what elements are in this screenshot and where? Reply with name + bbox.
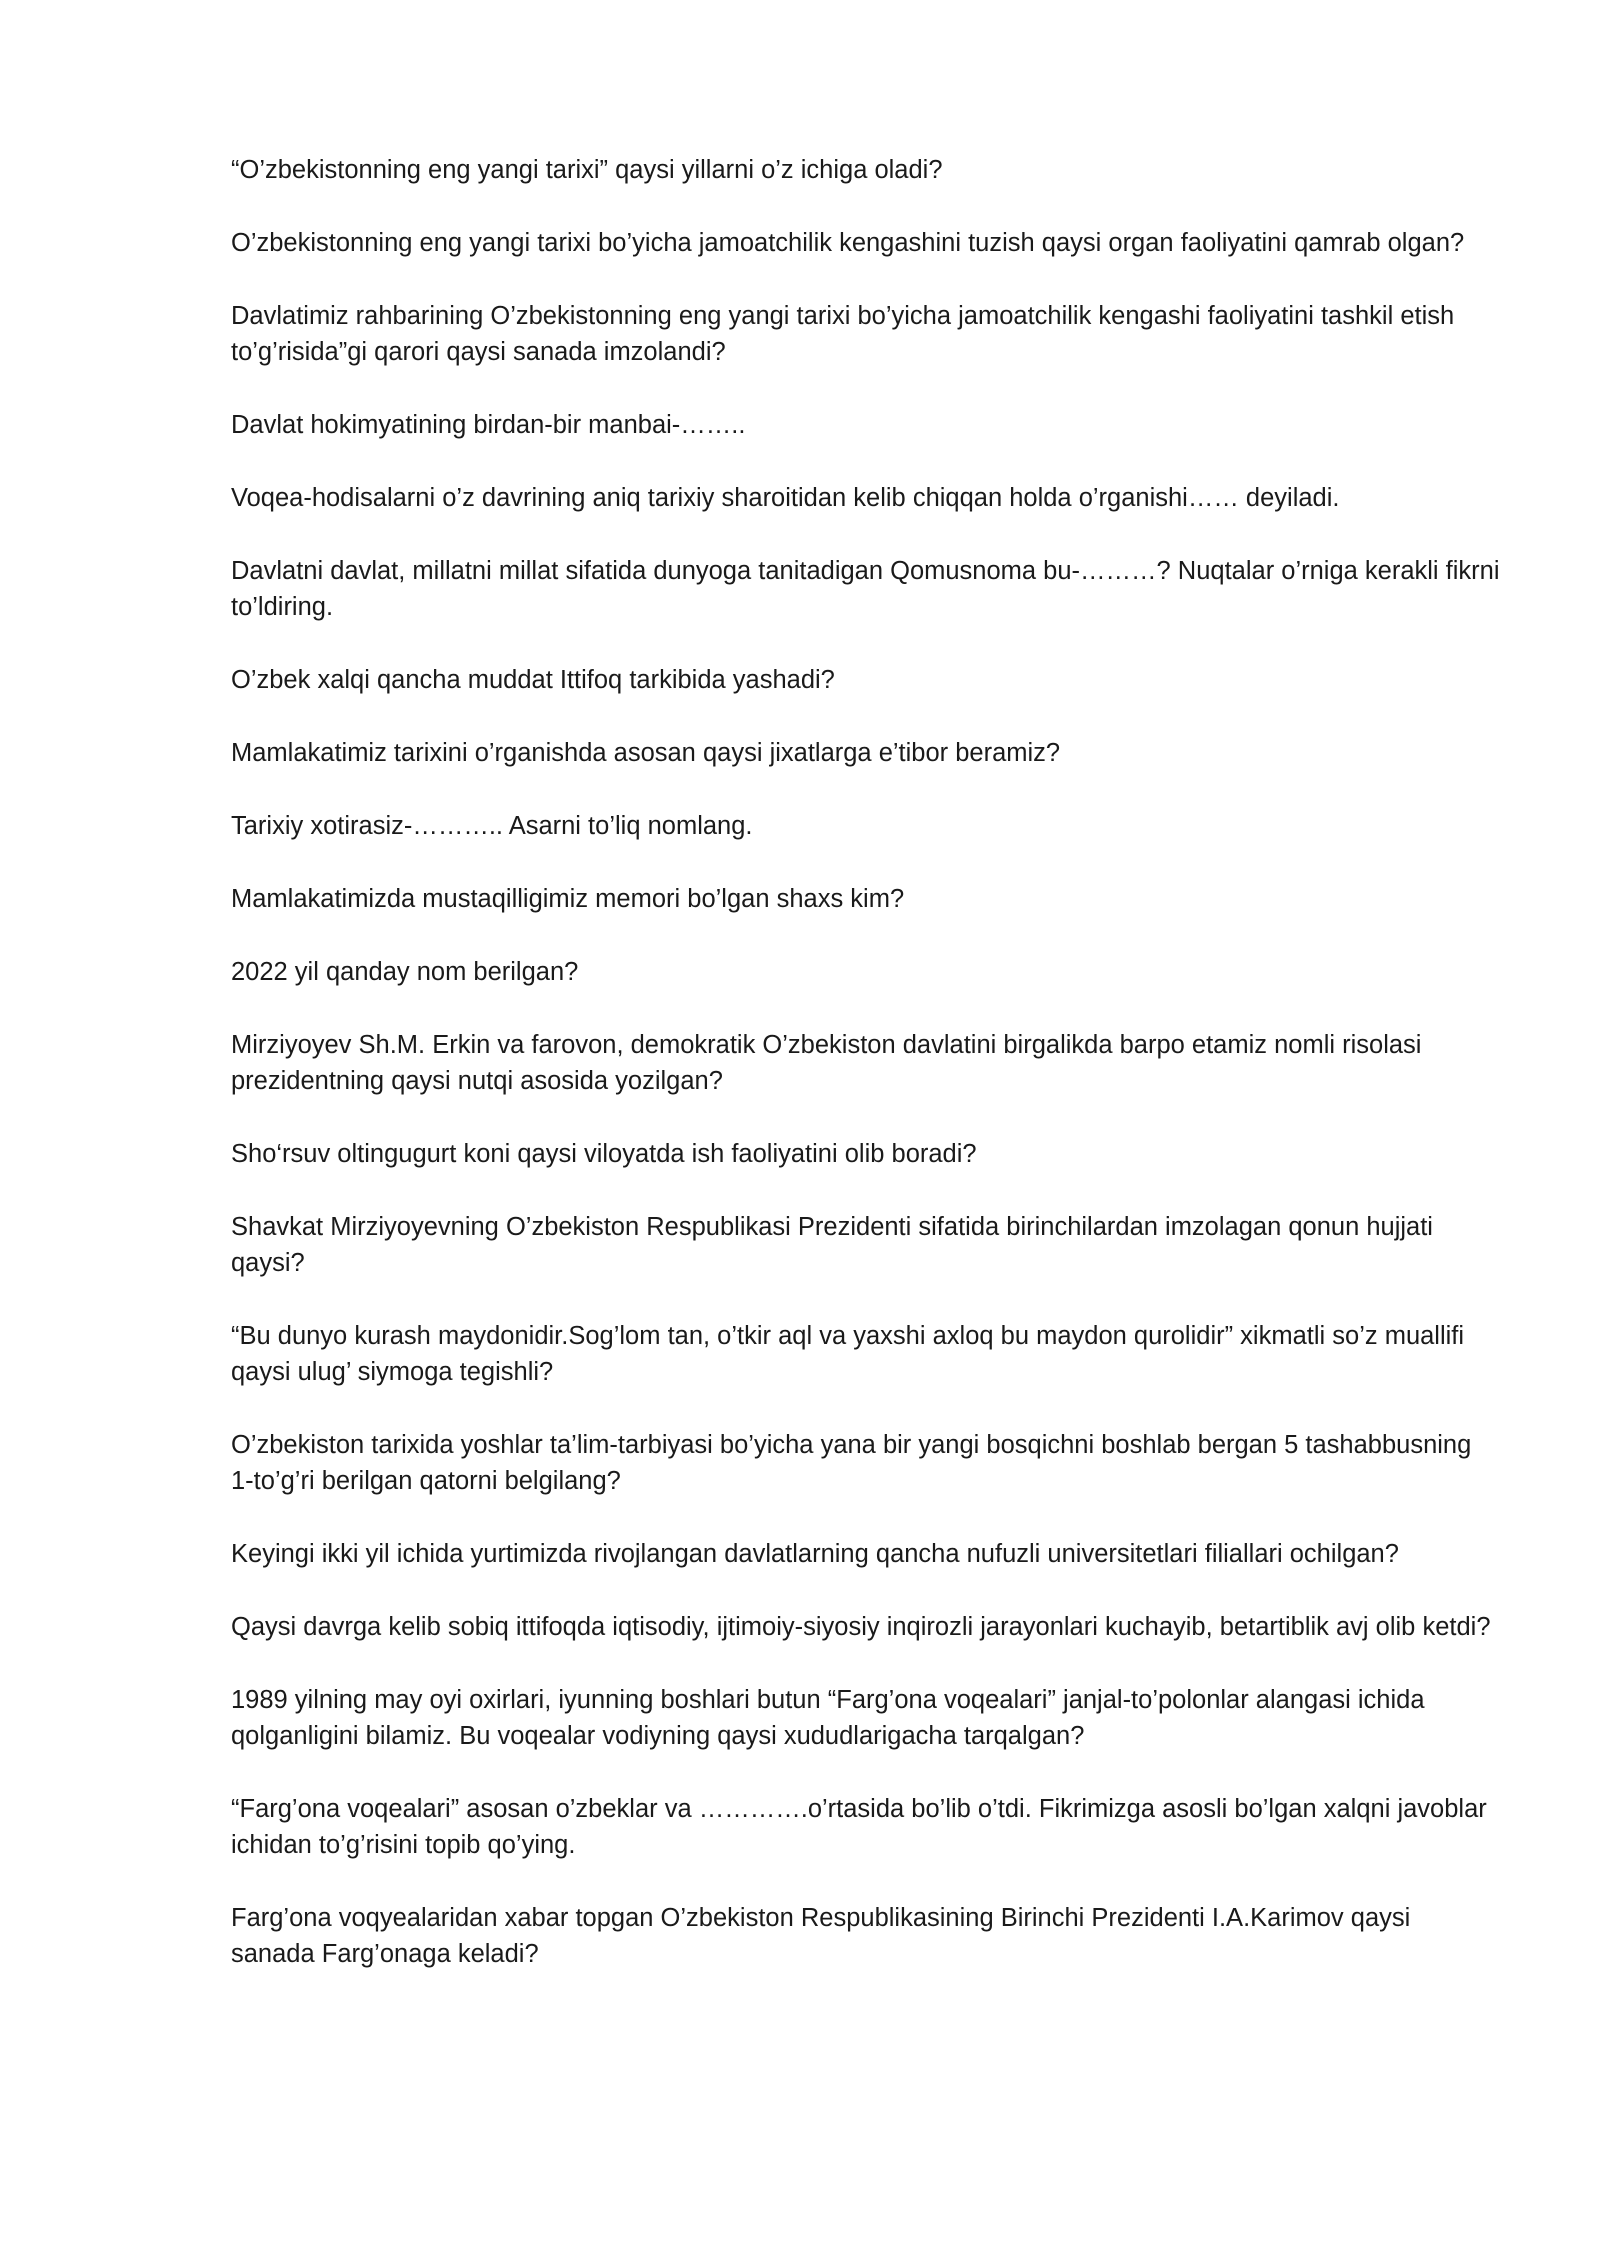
question-list <box>231 152 1501 2009</box>
question-text: “Bu dunyo kurash maydonidir.Sog’lom tan, o’tkir aql va yaxshi axloq bu maydon qurolidir” xikmatli so’z muallifi qaysi ulug’ siymoga tegishli? <box>231 1322 1465 1386</box>
question-text: Farg’ona voqyealaridan xabar topgan O’zbekiston Respublikasining Birinchi Prezidenti I.A.Karimov qaysi sanada Farg’onaga keladi? <box>231 1904 1411 1968</box>
question-text: 2022 yil qanday nom berilgan? <box>231 958 579 986</box>
question-text: Voqea-hodisalarni o’z davrining aniq tarixiy sharoitidan kelib chiqqan holda o’rganishi…… deyiladi. <box>231 484 1340 512</box>
question-text: Davlat hokimyatining birdan-bir manbai-…….. <box>231 411 746 439</box>
question-text: Mirziyoyev Sh.M. Erkin va farovon, demokratik O’zbekiston davlatini birgalikda barpo etamiz nomli risolasi prezidentning qaysi nutqi asosida yozilgan? <box>231 1031 1422 1095</box>
question-text: Shavkat Mirziyoyevning O’zbekiston Respublikasi Prezidenti sifatida birinchilardan imzolagan qonun hujjati qaysi? <box>231 1213 1433 1277</box>
question-text: O’zbek xalqi qancha muddat Ittifoq tarkibida yashadi? <box>231 666 835 694</box>
question-text: 1989 yilning may oyi oxirlari, iyunning boshlari butun “Farg’ona voqealari” janjal-to’polonlar alangasi ichida qolganligini bilamiz. Bu voqealar vodiyning qaysi xududlarigacha tarqalgan? <box>231 1686 1425 1750</box>
question-text: O’zbekistonning eng yangi tarixi bo’yicha jamoatchilik kengashini tuzish qaysi organ faoliyatini qamrab olgan? <box>231 229 1465 257</box>
question-text: “Farg’ona voqealari” asosan o’zbeklar va ………….o’rtasida bo’lib o’tdi. Fikrimizga asosli bo’lgan xalqni javoblar ichidan to’g’risini topib qo’ying. <box>231 1795 1487 1859</box>
question-text: Davlatimiz rahbarining O’zbekistonning eng yangi tarixi bo’yicha jamoatchilik kengashi faoliyatini tashkil etish to’g’risida”gi qarori qaysi sanada imzolandi? <box>231 302 1455 366</box>
question-text: Sho‘rsuv oltingugurt koni qaysi viloyatda ish faoliyatini olib boradi? <box>231 1140 977 1168</box>
question-text: Keyingi ikki yil ichida yurtimizda rivojlangan davlatlarning qancha nufuzli universitetlari filiallari ochilgan? <box>231 1540 1399 1568</box>
question-text: Davlatni davlat, millatni millat sifatida dunyoga tanitadigan Qomusnoma bu-………? Nuqtalar o’rniga kerakli fikrni to’ldiring. <box>231 557 1500 621</box>
question-text: Mamlakatimiz tarixini o’rganishda asosan qaysi jixatlarga e’tibor beramiz? <box>231 739 1061 767</box>
question-text: O’zbekiston tarixida yoshlar ta’lim-tarbiyasi bo’yicha yana bir yangi bosqichni boshlab bergan 5 tashabbusning 1-to’g’ri berilgan qatorni belgilang? <box>231 1431 1472 1495</box>
question-text: Tarixiy xotirasiz-……….. Asarni to’liq nomlang. <box>231 812 753 840</box>
question-text: Qaysi davrga kelib sobiq ittifoqda iqtisodiy, ijtimoiy-siyosiy inqirozli jarayonlari kuchayib, betartiblik avj olib ketdi? <box>231 1613 1491 1641</box>
question-text: “O’zbekistonning eng yangi tarixi” qaysi yillarni o’z ichiga oladi? <box>231 156 943 184</box>
question-text: Mamlakatimizda mustaqilligimiz memori bo’lgan shaxs kim? <box>231 885 905 913</box>
